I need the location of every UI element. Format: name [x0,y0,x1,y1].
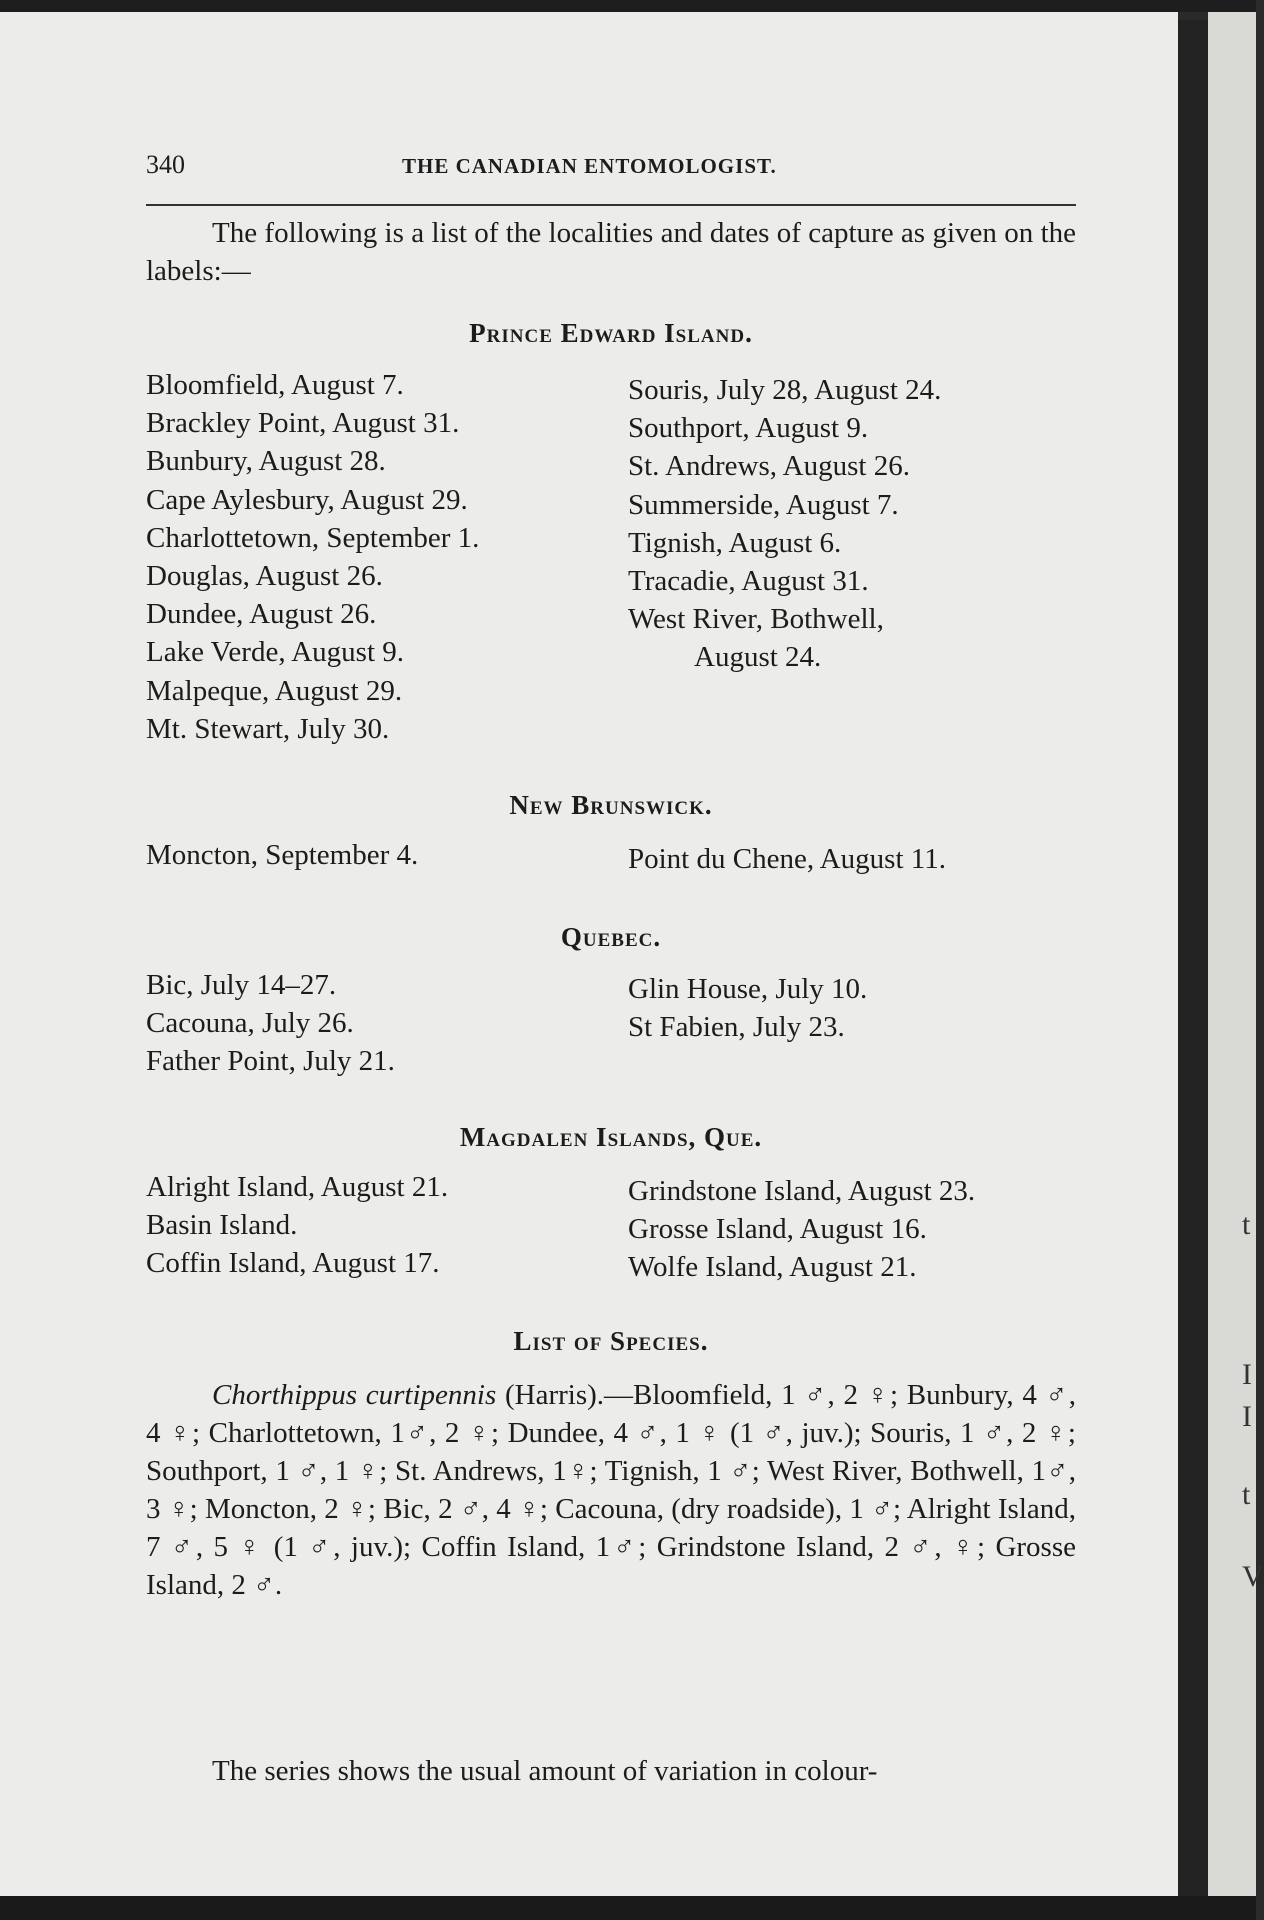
locality-item: Dundee, August 26. [146,598,377,631]
pei-right-column [628,371,941,677]
page-header [146,150,1076,190]
locality-item: West River, Bothwell, [628,603,884,636]
species-records: (Harris).—Bloomfield, 1 ♂, 2 ♀; Bunbury, 4 ♂, 4 ♀; Charlottetown, 1♂, 2 ♀; Dundee, 4 ♂, 1 ♀ (1 ♂, juv.); Souris, 1 ♂, 2 ♀; Southport, 1 ♂, 1 ♀; St. Andrews, 1♀; Tignish, 1 ♂; West River, Bothwell, 1♂, 3 ♀; Moncton, 2 ♀; Bic, 2 ♂, 4 ♀; Cacouna, (dry roadside), 1 ♂; Alright Island, 7 ♂, 5 ♀ (1 ♂, juv.); Coffin Island, 1♂; Grindstone Island, 2 ♂, ♀; Grosse Island, 2 ♂. [146,1379,1077,1601]
locality-item: Basin Island. [146,1209,298,1242]
locality-item: Southport, August 9. [628,412,869,445]
locality-item: Coffin Island, August 17. [146,1247,440,1280]
locality-item: Moncton, September 4. [146,839,419,871]
locality-item: Summerside, August 7. [628,488,899,521]
facing-page-fragment: I [1242,1358,1252,1391]
book-spine-shadow [1178,20,1208,1896]
intro-paragraph: The following is a list of the localities and dates of capture as given on the labels:— [146,217,1076,287]
locality-item: St. Andrews, August 26. [628,450,910,483]
locality-item: Bloomfield, August 7. [146,369,404,401]
magdalen-right-column [628,1172,975,1287]
locality-item: Lake Verde, August 9. [146,636,404,669]
pei-left-column [146,366,479,748]
scan-top-edge [0,0,1256,12]
locality-item: Father Point, July 21. [146,1045,395,1078]
quebec-left-column [146,966,395,1081]
locality-item: Malpeque, August 29. [146,674,403,707]
locality-item: Alright Island, August 21. [146,1171,449,1203]
locality-item: Bic, July 14–27. [146,969,337,1001]
locality-item: Brackley Point, August 31. [146,407,460,440]
locality-item: Grindstone Island, August 23. [628,1175,976,1207]
nb-right-column [628,840,946,878]
facing-page-fragment: t [1242,1208,1251,1241]
magdalen-left-column [146,1168,448,1283]
locality-item: Grosse Island, August 16. [628,1213,927,1246]
locality-item: St Fabien, July 23. [628,1011,845,1044]
quebec-right-column [628,970,867,1046]
locality-item: Tignish, August 6. [628,526,842,559]
nb-left-column [146,836,418,874]
species-paragraph [146,1376,1076,1604]
book-page [0,12,1178,1896]
section-title-magdalen-islands: Magdalen Islands, Que. [459,1122,763,1152]
locality-item: Tracadie, August 31. [628,565,869,598]
section-title-new-brunswick: New Brunswick. [509,790,713,820]
locality-item: Cacouna, July 26. [146,1007,354,1040]
section-title-list-of-species: List of Species. [513,1326,709,1356]
locality-item: Bunbury, August 28. [146,445,386,478]
locality-item: Glin House, July 10. [628,973,868,1005]
locality-item: Charlottetown, September 1. [146,521,480,554]
closing-paragraph: The series shows the usual amount of variation in colour- [212,1755,878,1787]
locality-item-continuation: August 24. [694,641,822,674]
locality-item: Mt. Stewart, July 30. [146,712,390,745]
section-title-quebec: Quebec. [560,922,662,952]
species-name: Chorthippus curtipennis [212,1379,497,1411]
page-number: 340 [146,150,185,179]
facing-page-edge [1208,12,1256,1896]
running-head: THE CANADIAN ENTOMOLOGIST. [402,154,777,178]
scan-bottom-edge [0,1896,1256,1920]
header-rule [146,204,1076,206]
section-title-prince-edward-island: Prince Edward Island. [469,318,753,348]
locality-item: Souris, July 28, August 24. [628,374,942,406]
facing-page-fragment: I [1242,1400,1252,1433]
locality-item: Wolfe Island, August 21. [628,1251,917,1284]
locality-item: Point du Chene, August 11. [628,843,946,875]
facing-page-fragment: t [1242,1478,1251,1511]
locality-item: Cape Aylesbury, August 29. [146,483,468,516]
locality-item: Douglas, August 26. [146,560,383,593]
facing-page-fragment: V [1242,1560,1264,1593]
